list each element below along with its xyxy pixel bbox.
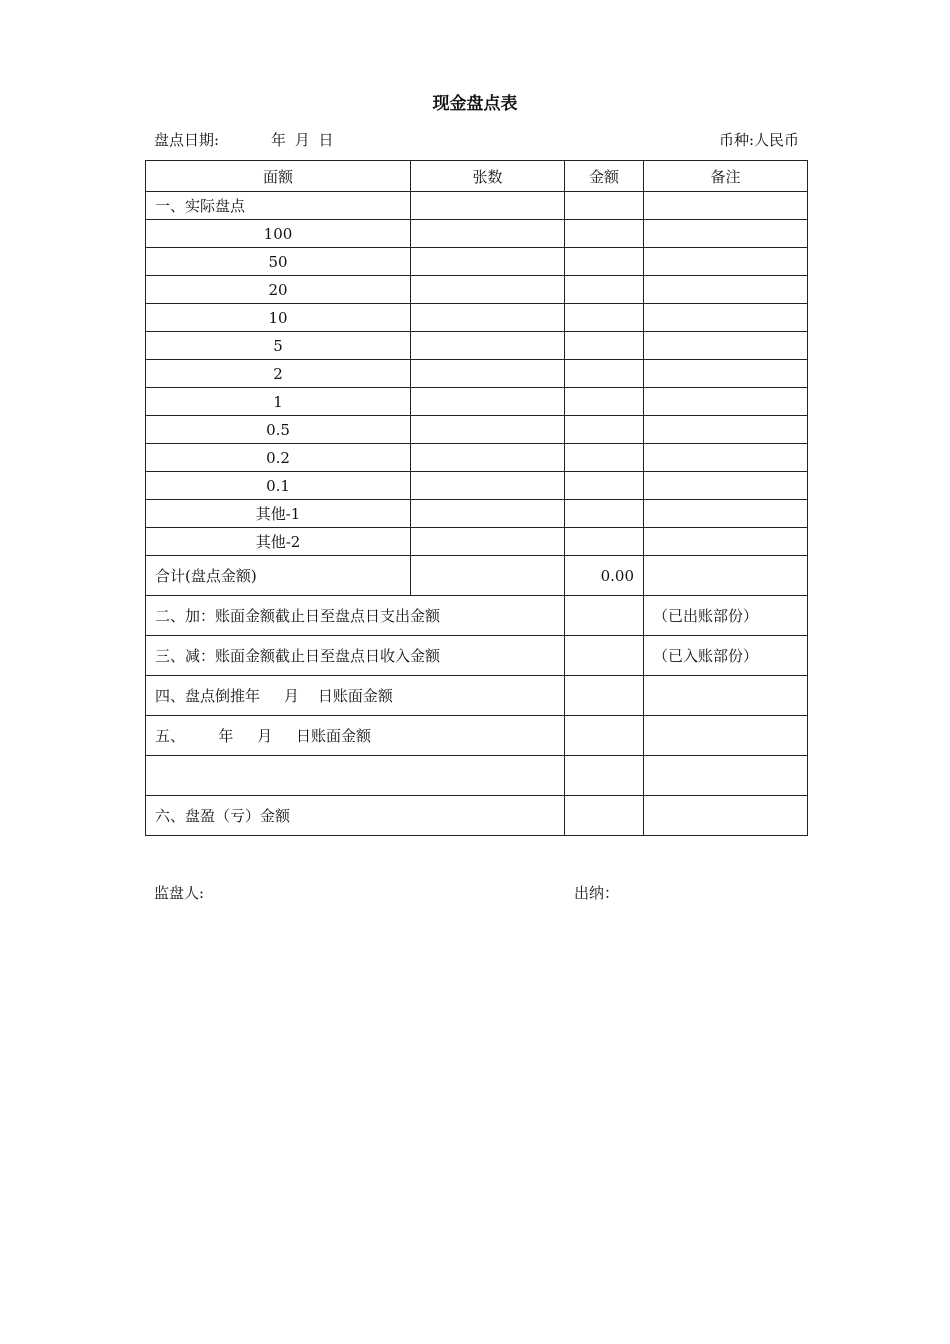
remark-cell[interactable]: [644, 332, 808, 360]
table-row: [146, 220, 808, 248]
remark-cell[interactable]: [644, 556, 808, 596]
table-row: [146, 360, 808, 388]
count-cell[interactable]: [411, 248, 565, 276]
amount-cell[interactable]: [565, 676, 644, 716]
table-row: [146, 444, 808, 472]
count-cell[interactable]: [411, 500, 565, 528]
count-cell[interactable]: [411, 332, 565, 360]
remark-cell[interactable]: [644, 528, 808, 556]
cashier-signature-label: 出纳：: [574, 884, 620, 902]
count-cell[interactable]: [411, 220, 565, 248]
section-surplus-label: 六、盘盈（亏）金额: [146, 796, 565, 836]
remark-cell[interactable]: [644, 192, 808, 220]
denomination-cell: 20: [146, 276, 411, 304]
amount-cell[interactable]: [565, 796, 644, 836]
table-row: [146, 500, 808, 528]
denomination-cell: 100: [146, 220, 411, 248]
count-cell[interactable]: [411, 472, 565, 500]
amount-cell[interactable]: [565, 416, 644, 444]
page-title: 现金盘点表: [432, 94, 518, 114]
amount-cell[interactable]: [565, 528, 644, 556]
remark-cell[interactable]: [644, 444, 808, 472]
table-row: [146, 276, 808, 304]
section-row: [146, 676, 808, 716]
currency-label: 币种:人民币: [718, 131, 799, 149]
amount-cell[interactable]: [565, 304, 644, 332]
amount-cell[interactable]: [565, 756, 644, 796]
date-ymd: 年 月 日: [271, 131, 334, 149]
section-row: [146, 796, 808, 836]
remark-cell[interactable]: [644, 248, 808, 276]
remark-cell[interactable]: [644, 416, 808, 444]
denomination-cell: 10: [146, 304, 411, 332]
blank-cell[interactable]: [146, 756, 565, 796]
amount-cell[interactable]: [565, 360, 644, 388]
meta-row: [154, 129, 799, 151]
section-actual-count: 一、实际盘点: [146, 192, 411, 220]
header-denomination: 面额: [146, 161, 411, 192]
section-row: [146, 756, 808, 796]
count-cell[interactable]: [411, 416, 565, 444]
count-cell[interactable]: [411, 192, 565, 220]
amount-cell[interactable]: [565, 332, 644, 360]
table-row: [146, 416, 808, 444]
denomination-cell: 0.1: [146, 472, 411, 500]
section-subtract-label: 三、减：账面金额截止日至盘点日收入金额: [146, 636, 565, 676]
count-cell[interactable]: [411, 276, 565, 304]
total-row: [146, 556, 808, 596]
remark-cell[interactable]: [644, 500, 808, 528]
denomination-cell: 0.5: [146, 416, 411, 444]
count-cell[interactable]: [411, 528, 565, 556]
amount-cell[interactable]: [565, 276, 644, 304]
section-row: [146, 596, 808, 636]
amount-cell[interactable]: [565, 220, 644, 248]
amount-cell[interactable]: [565, 472, 644, 500]
count-cell[interactable]: [411, 360, 565, 388]
remark-cell[interactable]: [644, 756, 808, 796]
section-add-label: 二、加：账面金额截止日至盘点日支出金额: [146, 596, 565, 636]
remark-cell[interactable]: [644, 360, 808, 388]
table-row: [146, 472, 808, 500]
amount-cell[interactable]: [565, 444, 644, 472]
remark-cell[interactable]: [644, 220, 808, 248]
remark-cell[interactable]: [644, 716, 808, 756]
total-amount: 0.00: [565, 556, 644, 596]
amount-cell[interactable]: [565, 596, 644, 636]
supervisor-signature-label: 监盘人:: [154, 884, 205, 902]
header-amount: 金额: [565, 161, 644, 192]
table-header-row: [146, 161, 808, 192]
remark-cell[interactable]: [644, 676, 808, 716]
section-backcalc-label: 四、盘点倒推年 月 日账面金额: [146, 676, 565, 716]
cash-count-table: [145, 160, 808, 836]
header-remark: 备注: [644, 161, 808, 192]
section-subtract-note: （已入账部份）: [644, 636, 808, 676]
amount-cell[interactable]: [565, 716, 644, 756]
header-count: 张数: [411, 161, 565, 192]
amount-cell[interactable]: [565, 192, 644, 220]
section-row: [146, 716, 808, 756]
count-cell[interactable]: [411, 304, 565, 332]
count-cell[interactable]: [411, 444, 565, 472]
total-label: 合计(盘点金额): [146, 556, 411, 596]
date-label: 盘点日期:: [154, 131, 220, 149]
amount-cell[interactable]: [565, 248, 644, 276]
amount-cell[interactable]: [565, 500, 644, 528]
denomination-cell: 5: [146, 332, 411, 360]
amount-cell[interactable]: [565, 388, 644, 416]
amount-cell[interactable]: [565, 636, 644, 676]
denomination-cell: 1: [146, 388, 411, 416]
table-row: [146, 304, 808, 332]
count-cell[interactable]: [411, 556, 565, 596]
denomination-cell: 2: [146, 360, 411, 388]
section-book-balance-label: 五、 年 月 日账面金额: [146, 716, 565, 756]
table-row: [146, 248, 808, 276]
denomination-cell: 0.2: [146, 444, 411, 472]
remark-cell[interactable]: [644, 796, 808, 836]
table-row: [146, 528, 808, 556]
table-row: [146, 388, 808, 416]
section-add-note: （已出账部份）: [644, 596, 808, 636]
denomination-cell: 其他-1: [146, 500, 411, 528]
remark-cell[interactable]: [644, 388, 808, 416]
section-row: [146, 636, 808, 676]
remark-cell[interactable]: [644, 276, 808, 304]
table-row: [146, 192, 808, 220]
remark-cell[interactable]: [644, 472, 808, 500]
denomination-cell: 其他-2: [146, 528, 411, 556]
table-row: [146, 332, 808, 360]
remark-cell[interactable]: [644, 304, 808, 332]
denomination-cell: 50: [146, 248, 411, 276]
count-cell[interactable]: [411, 388, 565, 416]
